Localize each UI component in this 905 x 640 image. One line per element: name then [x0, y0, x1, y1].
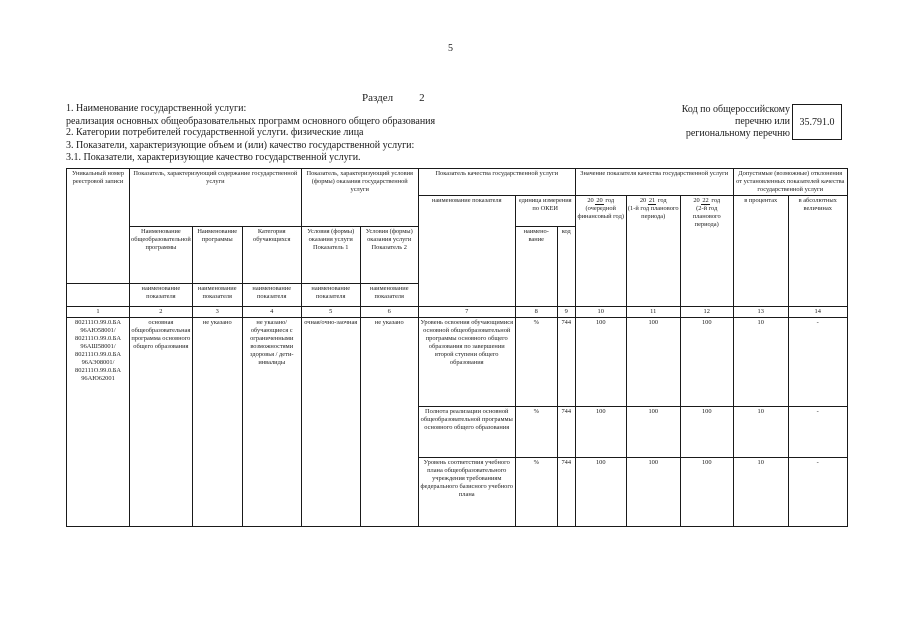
unit-name: % [515, 407, 557, 458]
year-3-note: (2-й год планового периода) [692, 205, 721, 228]
registry-code-value: 35.791.0 [799, 116, 835, 128]
col-number: 2 [130, 307, 193, 318]
quality-indicators-table [66, 168, 848, 527]
header-name-2: наименование показателя [192, 284, 242, 307]
header-name-1: наименование показателя [130, 284, 193, 307]
header-indicator-name: наименование показателя [418, 196, 515, 307]
unit-code: 744 [557, 318, 575, 407]
service-name-label: 1. Наименование государственной услуги: [66, 103, 247, 114]
indicator-name: Полнота реализации основной общеобразовательной программы основного общего образования [418, 407, 515, 458]
header-sub-program: Наименование общеобразовательной программы [130, 227, 193, 284]
col-number: 10 [575, 307, 626, 318]
value-year-2: 100 [626, 407, 680, 458]
deviation-absolute: - [788, 318, 847, 407]
header-content: Показатель, характеризующий содержание государственной услуги [130, 169, 302, 227]
year-1-value: 20 [596, 197, 603, 204]
header-year-3: 20 22 год (2-й год планового периода) [680, 196, 733, 307]
col-number: 1 [67, 307, 130, 318]
header-sub-category: Категория обучающихся [242, 227, 301, 284]
value-year-1: 100 [575, 458, 626, 527]
col-number: 3 [192, 307, 242, 318]
header-okei: единица измерения по ОКЕИ [515, 196, 575, 227]
value-year-1: 100 [575, 407, 626, 458]
value-year-1: 100 [575, 318, 626, 407]
unit-name: % [515, 318, 557, 407]
header-unique-empty [67, 284, 130, 307]
col-number: 11 [626, 307, 680, 318]
column-numbers-row [67, 307, 848, 318]
record-condition-1: очная/очно-заочная [301, 318, 360, 527]
col-number: 12 [680, 307, 733, 318]
header-name-3: наименование показателя [242, 284, 301, 307]
value-year-2: 100 [626, 458, 680, 527]
record-program: основная общеобразовательная программа основного общего образования [130, 318, 193, 527]
header-deviation: Допустимые (возможные) отклонения от установленных показателей качества государственной услуги [733, 169, 847, 196]
header-conditions: Показатель, характеризующий условия (формы) оказания государственной услуги [301, 169, 418, 227]
value-year-2: 100 [626, 318, 680, 407]
section-number: 2 [419, 92, 425, 104]
unit-code: 744 [557, 458, 575, 527]
deviation-percent: 10 [733, 458, 788, 527]
header-sub-condition-2: Условия (формы) оказания услуги Показатель 2 [360, 227, 418, 284]
header-year-1: 20 20 год (очередной финансовый год) [575, 196, 626, 307]
value-year-3: 100 [680, 407, 733, 458]
col-number: 13 [733, 307, 788, 318]
header-sub-condition-1: Условия (формы) оказания услуги Показатель 1 [301, 227, 360, 284]
unit-name: % [515, 458, 557, 527]
consumer-category-line: 2. Категории потребителей государственной услуги. физические лица [66, 127, 364, 138]
indicator-name: Уровень освоения обучающимися основной общеобразовательной программы основного общего образования по завершении второй ступени общего образования [418, 318, 515, 407]
deviation-absolute: - [788, 407, 847, 458]
deviation-absolute: - [788, 458, 847, 527]
col-number: 8 [515, 307, 557, 318]
year-2-value: 21 [648, 197, 656, 204]
registry-code-box [792, 104, 842, 140]
indicator-name: Уровень соответствия учебного плана общеобразовательного учреждения требованиям федерального базисного учебного плана [418, 458, 515, 527]
header-okei-name: наимено-вание [515, 227, 557, 307]
deviation-percent: 10 [733, 318, 788, 407]
header-value: Значение показателя качества государственной услуги [575, 169, 733, 196]
header-okei-code: код [557, 227, 575, 307]
col-number: 5 [301, 307, 360, 318]
header-name-4: наименование показателя [301, 284, 360, 307]
header-name-5: наименование показателя [360, 284, 418, 307]
year-2-note: (1-й год планового периода) [627, 205, 679, 220]
col-number: 9 [557, 307, 575, 318]
table-row [67, 318, 848, 407]
service-name-value: реализация основных общеобразовательных программ основного общего образования [66, 116, 436, 127]
header-unique-number: Уникальный номер реестровой записи [67, 169, 130, 284]
value-year-3: 100 [680, 318, 733, 407]
col-number: 6 [360, 307, 418, 318]
header-quality: Показатель качества государственной услуги [418, 169, 575, 196]
record-category: не указано/ обучающиеся с ограниченными возможностями здоровья / дети-инвалиды [242, 318, 301, 527]
indicators-heading: 3. Показатели, характеризующие объем и (или) качество государственной услуги: [66, 140, 415, 151]
quality-indicators-heading: 3.1. Показатели, характеризующие качество государственной услуги. [66, 152, 361, 163]
value-year-3: 100 [680, 458, 733, 527]
header-row-1 [67, 169, 848, 196]
record-unique-number: 802111О.99.0.БА 96АЮ58001/ 802111О.99.0.БА 96АШ58001/ 802111О.99.0.БА 96АЭ08001/ 802111О.99.0.БА 96АЮ62001 [67, 318, 130, 527]
deviation-percent: 10 [733, 407, 788, 458]
header-year-2: 20 21 год (1-й год планового периода) [626, 196, 680, 307]
header-percent: в процентах [733, 196, 788, 307]
col-number: 4 [242, 307, 301, 318]
code-label-line-2: перечню или [734, 116, 790, 127]
year-3-value: 22 [702, 197, 709, 204]
section-heading [362, 92, 425, 104]
year-1-note: (очередной финансовый год) [577, 205, 624, 220]
code-label-line-3: региональному перечню [685, 128, 790, 139]
header-sub-program-name: Наименование программы [192, 227, 242, 284]
record-condition-2: не указано [360, 318, 418, 527]
section-label: Раздел [362, 92, 394, 104]
code-label-line-1: Код по общероссийскому [681, 104, 790, 115]
unit-code: 744 [557, 407, 575, 458]
col-number: 7 [418, 307, 515, 318]
header-absolute: в абсолютных величинах [788, 196, 847, 307]
page-number: 5 [448, 43, 453, 54]
col-number: 14 [788, 307, 847, 318]
record-program-name: не указано [192, 318, 242, 527]
